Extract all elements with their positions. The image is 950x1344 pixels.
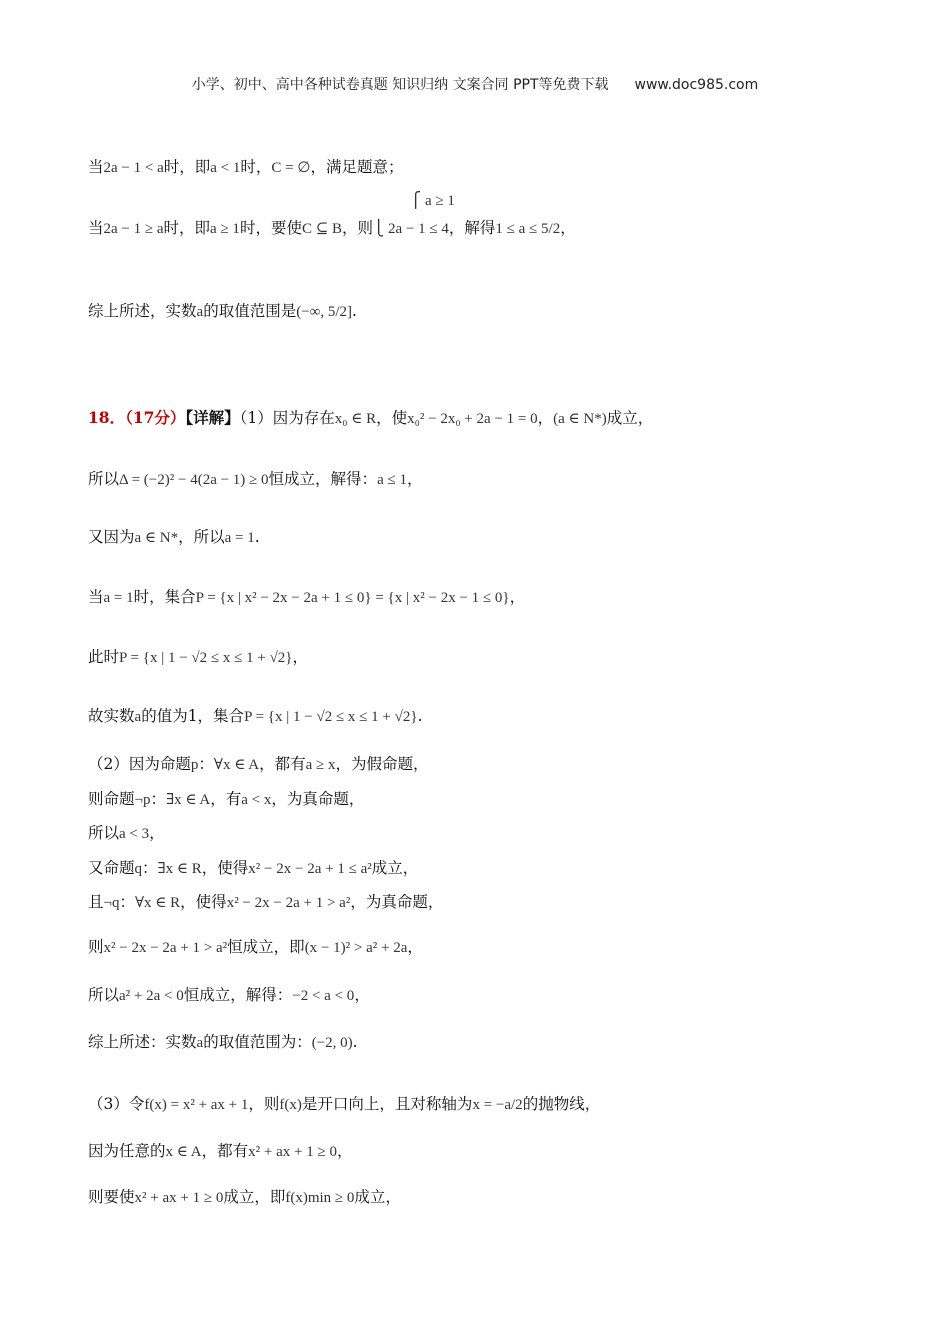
math-l7-3: P = {x | x² − 2x − 2a + 1 ≤ 0} = {x | x² − 2x − 1 ≤ 0} xyxy=(195,590,510,606)
math-l14-5: x² − 2x − 2a + 1 > a² xyxy=(226,895,351,911)
text-l14-0: 且 xyxy=(88,893,104,911)
text-l13-2: ： xyxy=(142,859,158,877)
solution-line-l11 xyxy=(88,789,364,810)
text-l13-6: 成立， xyxy=(371,859,419,877)
text-l17-2: 的取值范围为： xyxy=(203,1033,312,1051)
text-l6-0: 又因为 xyxy=(88,528,135,546)
math-l5-3: a ≤ 1 xyxy=(377,472,407,488)
solution-line-l8 xyxy=(88,647,308,668)
text-l11-0: 则命题 xyxy=(88,790,135,808)
text-l18-2: ，则 xyxy=(248,1095,280,1113)
math-l5-1: Δ = (−2)² − 4(2a − 1) ≥ 0 xyxy=(119,472,269,488)
text-l1-4: 时， xyxy=(240,158,272,176)
text-l7-4: ， xyxy=(509,588,526,606)
math-l9-3: P = {x | 1 − √2 ≤ x ≤ 1 + √2} xyxy=(244,709,418,725)
math-l16-1: a² + 2a < 0 xyxy=(119,988,184,1004)
text-l1-6: ，满足题意； xyxy=(310,158,404,176)
math-l18-5: x = −a/2 xyxy=(472,1097,523,1113)
math-l14-3: ∀x ∈ R xyxy=(135,895,181,911)
text-l12-2: ， xyxy=(149,824,165,842)
math-l4-3: x₀ ∈ R xyxy=(334,411,377,427)
math-l2a-1: ⎧ a ≥ 1 xyxy=(410,193,455,209)
text-l3-4: . xyxy=(352,302,357,320)
math-l2-3: a ≥ 1 xyxy=(210,221,240,237)
solution-line-l13 xyxy=(88,858,418,879)
solution-line-l16 xyxy=(88,985,370,1006)
text-l14-2: ： xyxy=(119,893,135,911)
text-l16-4: ， xyxy=(354,986,370,1004)
text-l10-2: ： xyxy=(198,755,214,773)
solution-line-l15 xyxy=(88,937,423,958)
math-l3-3: (−∞, 5/2] xyxy=(296,304,353,320)
math-l10-5: a ≥ x xyxy=(305,757,336,773)
text-l16-0: 所以 xyxy=(88,986,120,1004)
math-l13-5: x² − 2x − 2a + 1 ≤ a² xyxy=(248,861,372,877)
text-l11-4: ，有 xyxy=(210,790,242,808)
text-l15-0: 则 xyxy=(88,938,104,956)
text-l5-4: ， xyxy=(406,470,423,488)
math-l4-7: (a ∈ N*) xyxy=(553,411,607,427)
page-header xyxy=(0,74,950,94)
text-l12-0: 所以 xyxy=(88,824,120,842)
math-l9-1: a xyxy=(134,709,142,725)
text-l19-4: ， xyxy=(336,1142,353,1160)
solution-line-l1 xyxy=(88,157,403,178)
text-l8-2: ， xyxy=(292,648,309,666)
header-site-link[interactable]: www.doc985.com xyxy=(634,77,759,93)
math-l2-5: C ⊆ B xyxy=(301,221,343,237)
text-l15-2: 恒成立，即 xyxy=(227,938,305,956)
text-l4-2: （1）因为存在 xyxy=(239,409,335,427)
solution-line-l20 xyxy=(88,1187,401,1208)
text-l14-4: ，使得 xyxy=(180,893,227,911)
solution-line-l12 xyxy=(88,823,165,844)
solution-line-l7 xyxy=(88,587,525,608)
math-l15-1: x² − 2x − 2a + 1 > a² xyxy=(103,940,228,956)
text-l9-0: 故实数 xyxy=(88,707,135,725)
math-l8-1: P = {x | 1 − √2 ≤ x ≤ 1 + √2} xyxy=(119,650,293,666)
solution-line-l5 xyxy=(88,469,422,490)
math-l2-7: ⎩ 2a − 1 ≤ 4 xyxy=(373,221,449,237)
solution-line-l2 xyxy=(88,218,576,239)
math-l14-1: ¬q xyxy=(103,895,120,911)
math-l2-1: 2a − 1 ≥ a xyxy=(103,221,164,237)
math-l11-5: a < x xyxy=(241,792,272,808)
math-l17-3: (−2, 0) xyxy=(311,1035,353,1051)
text-l9-4: . xyxy=(417,707,423,725)
math-l1-3: a < 1 xyxy=(210,160,241,176)
solution-line-l9 xyxy=(88,706,423,727)
text-l16-2: 恒成立，解得： xyxy=(183,986,293,1004)
text-l6-2: ，所以 xyxy=(178,528,225,546)
math-l6-1: a ∈ N* xyxy=(134,530,179,546)
math-l18-1: f(x) = x² + ax + 1 xyxy=(144,1097,249,1113)
math-l11-3: ∃x ∈ A xyxy=(166,792,211,808)
text-l14-6: ，为真命题， xyxy=(350,893,444,911)
math-l19-3: x² + ax + 1 ≥ 0 xyxy=(248,1144,337,1160)
text-l10-6: ，为假命题， xyxy=(335,755,429,773)
text-l19-0: 因为任意的 xyxy=(88,1142,166,1160)
solution-line-l4 xyxy=(88,408,653,429)
math-l10-3: ∀x ∈ A xyxy=(213,757,260,773)
math-l20-3: f(x)min ≥ 0 xyxy=(285,1190,355,1206)
math-l11-1: ¬p xyxy=(134,792,151,808)
math-l2-9: 1 ≤ a ≤ 5/2 xyxy=(495,221,561,237)
math-l13-1: q xyxy=(134,861,143,877)
math-l12-1: a < 3 xyxy=(119,826,150,842)
text-l20-4: 成立， xyxy=(354,1188,401,1206)
text-l10-0: （2）因为命题 xyxy=(88,755,191,773)
math-l17-1: a xyxy=(196,1035,204,1051)
text-l4-6: ， xyxy=(537,409,554,427)
solution-line-l18 xyxy=(88,1094,600,1115)
text-l13-4: ，使得 xyxy=(201,859,249,877)
text-l1-0: 当 xyxy=(88,158,104,176)
text-l2-6: ，则 xyxy=(342,219,374,237)
solution-line-l10 xyxy=(88,754,428,775)
text-l9-2: 的值为1，集合 xyxy=(141,707,245,725)
math-l6-3: a = 1 xyxy=(224,530,255,546)
math-l7-1: a = 1 xyxy=(103,590,134,606)
math-l4-5: x₀² − 2x₀ + 2a − 1 = 0 xyxy=(407,411,538,427)
math-l3-1: a xyxy=(196,304,204,320)
text-l2-10: ， xyxy=(560,219,576,237)
solution-line-l19 xyxy=(88,1141,352,1162)
text-l10-4: ，都有 xyxy=(259,755,306,773)
text-l20-2: 成立，即 xyxy=(223,1188,286,1206)
text-l5-2: 恒成立，解得： xyxy=(268,470,378,488)
solution-line-l2a xyxy=(410,190,455,211)
text-l1-2: 时，即 xyxy=(163,158,211,176)
text-l2-8: ，解得 xyxy=(448,219,496,237)
text-l13-0: 又命题 xyxy=(88,859,135,877)
math-l19-1: x ∈ A xyxy=(165,1144,202,1160)
text-l18-6: 的抛物线， xyxy=(522,1095,601,1113)
text-l15-4: ， xyxy=(407,938,423,956)
text-l17-4: . xyxy=(352,1033,358,1051)
text-l4-0: 18．（17分） xyxy=(88,408,186,427)
text-l4-8: 成立， xyxy=(606,409,654,427)
text-l18-4: 是开口向上，且对称轴为 xyxy=(301,1095,473,1113)
solution-line-l3 xyxy=(88,301,357,322)
text-l3-2: 的取值范围是 xyxy=(203,302,297,320)
math-l16-3: −2 < a < 0 xyxy=(292,988,355,1004)
text-l11-6: ，为真命题， xyxy=(271,790,365,808)
text-l17-0: 综上所述：实数 xyxy=(88,1033,197,1051)
text-l6-4: . xyxy=(254,528,260,546)
text-l3-0: 综上所述，实数 xyxy=(88,302,197,320)
solution-line-l6 xyxy=(88,527,260,548)
text-l8-0: 此时 xyxy=(88,648,120,666)
math-l20-1: x² + ax + 1 ≥ 0 xyxy=(134,1190,224,1206)
text-l20-0: 则要使 xyxy=(88,1188,135,1206)
text-l5-0: 所以 xyxy=(88,470,120,488)
text-l7-0: 当 xyxy=(88,588,104,606)
text-l2-2: 时，即 xyxy=(163,219,211,237)
text-l2-4: 时，要使 xyxy=(239,219,302,237)
math-l13-3: ∃x ∈ R xyxy=(157,861,202,877)
solution-line-l14 xyxy=(88,892,443,913)
text-l2-0: 当 xyxy=(88,219,104,237)
math-l18-3: f(x) xyxy=(279,1097,302,1113)
text-l4-4: ，使 xyxy=(376,409,408,427)
math-l10-1: p xyxy=(190,757,199,773)
text-l19-2: ，都有 xyxy=(201,1142,249,1160)
math-l1-1: 2a − 1 < a xyxy=(103,160,164,176)
math-l4-1: 【详解】 xyxy=(185,408,240,427)
header-text: 小学、初中、高中各种试卷真题 知识归纳 文案合同 PPT等免费下载 xyxy=(191,77,609,93)
text-l18-0: （3）令 xyxy=(88,1095,145,1113)
math-l15-3: (x − 1)² > a² + 2a xyxy=(304,940,408,956)
math-l1-5: C = ∅ xyxy=(271,160,311,176)
text-l11-2: ： xyxy=(150,790,166,808)
solution-line-l17 xyxy=(88,1032,358,1053)
text-l7-2: 时，集合 xyxy=(133,588,196,606)
